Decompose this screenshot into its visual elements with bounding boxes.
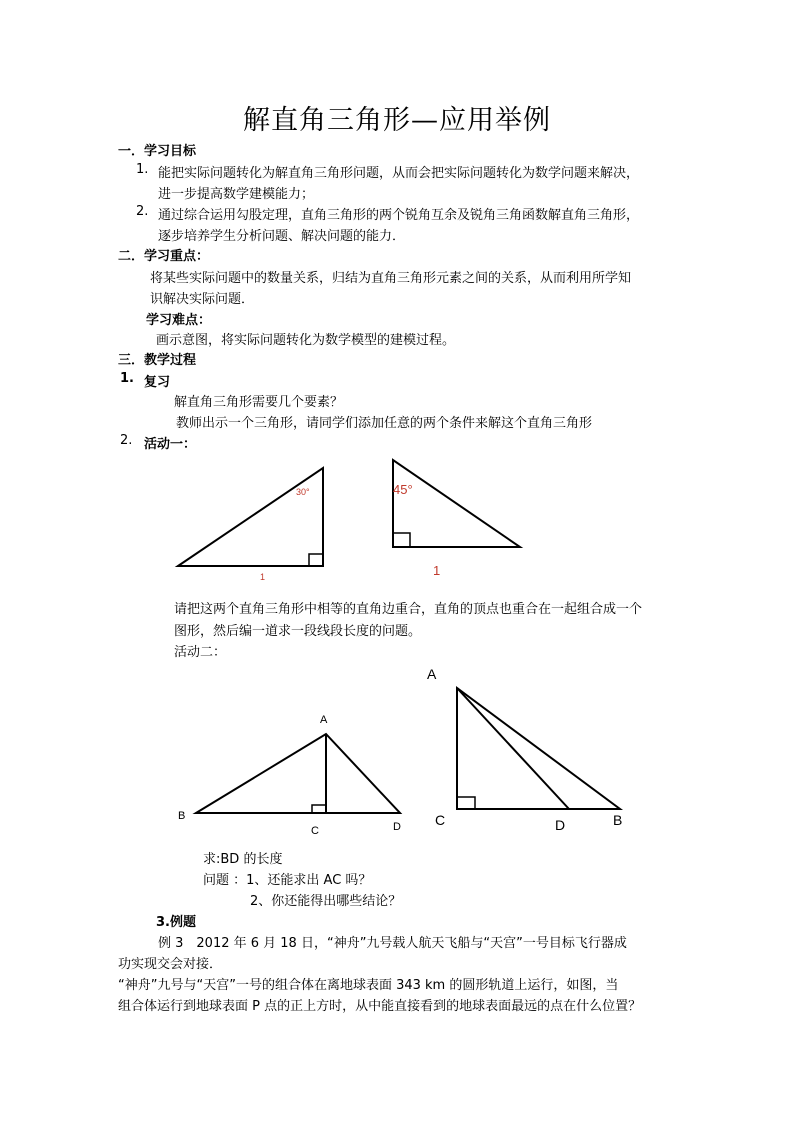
example-line1: 例 3 2012 年 6 月 18 日，“神舟”九号载人航天飞船与“天宫”一号目标飞行器成 — [158, 936, 627, 951]
angle-45-label: 45° — [393, 482, 413, 497]
right-angle-mark-2 — [393, 533, 410, 547]
difficulty-heading: 学习难点： — [146, 313, 212, 328]
review-number: 1. — [120, 371, 134, 386]
segment-ad — [457, 688, 569, 809]
fig3-label-a: A — [320, 714, 328, 726]
triangle-abd-outline — [196, 734, 400, 813]
triangle-45-outline — [393, 460, 520, 547]
fig4-label-a: A — [427, 666, 437, 682]
fig4-label-d: D — [555, 817, 566, 833]
fig3-label-c: C — [311, 825, 319, 837]
activity1-line2: 图形，然后编一道求一段线段长度的问题。 — [174, 624, 422, 639]
section-heading-process: 三．教学过程 — [118, 353, 197, 368]
focus-line2: 识解决实际问题． — [150, 292, 255, 307]
review-question: 解直角三角形需要几个要素？ — [174, 395, 344, 410]
figure-4-overlap — [427, 666, 622, 833]
angle-30-label: 30° — [296, 487, 310, 497]
side-1-label-fig2: 1 — [433, 563, 441, 578]
side-1-label-fig1: 1 — [260, 572, 266, 582]
right-angle-mark-4 — [457, 797, 475, 809]
activity1-line1: 请把这两个直角三角形中相等的直角边重合，直角的顶点也重合在一起组合成一个 — [174, 602, 643, 617]
figure-3-combined — [178, 714, 401, 837]
example-heading: 3.例题 — [156, 915, 196, 930]
review-heading: 复习 — [144, 375, 171, 390]
review-text: 教师出示一个三角形，请同学们添加任意的两个条件来解这个直角三角形 — [176, 416, 593, 431]
right-angle-mark-3 — [312, 805, 326, 813]
section-heading-goals: 一．学习目标 — [118, 144, 197, 159]
question-2: 2、你还能得出哪些结论？ — [250, 894, 402, 909]
goal-1-line2: 进一步提高数学建模能力； — [158, 187, 315, 202]
example-line3: “神舟”九号与“天宫”一号的组合体在离地球表面 343 km 的圆形轨道上运行，如图，当 — [118, 978, 619, 993]
right-angle-mark-1 — [309, 554, 323, 566]
goal-1-line1: 能把实际问题转化为解直角三角形问题，从而会把实际问题转化为数学问题来解决， — [158, 166, 640, 181]
fig4-label-b: B — [613, 812, 623, 828]
fig3-label-b: B — [178, 810, 186, 822]
focus-line1: 将某些实际问题中的数量关系，归结为直角三角形元素之间的关系，从而利用所学知 — [150, 271, 632, 286]
triangle-30-outline — [178, 468, 323, 566]
example-line4: 组合体运行到地球表面 P 点的正上方时，从中能直接看到的地球表面最远的点在什么位置？ — [118, 999, 642, 1014]
activity2-heading: 活动二： — [174, 645, 227, 660]
triangle-acb-outline — [457, 688, 620, 809]
fig3-label-d: D — [393, 821, 401, 833]
figure-1-triangle-30 — [178, 468, 323, 582]
section-heading-focus: 二．学习重点： — [118, 249, 210, 264]
difficulty-text: 画示意图，将实际问题转化为数学模型的建模过程。 — [156, 333, 456, 348]
question-bd: 求:BD 的长度 — [203, 852, 283, 867]
page-title: 解直角三角形—应用举例 — [243, 105, 551, 136]
activity1-number: 2. — [120, 433, 133, 448]
figure-2-triangle-45 — [393, 460, 520, 578]
fig4-label-c: C — [435, 812, 446, 828]
example-line2: 功实现交会对接． — [118, 957, 223, 972]
goal-2-line1: 通过综合运用勾股定理，直角三角形的两个锐角互余及锐角三角函数解直角三角形， — [158, 208, 640, 223]
goal-2-line2: 逐步培养学生分析问题、解决问题的能力． — [158, 229, 406, 244]
goal-2-number: 2. — [136, 204, 149, 219]
activity1-heading: 活动一： — [144, 437, 197, 452]
question-1: 问题 ：1、还能求出 AC 吗？ — [203, 873, 372, 888]
goal-1-number: 1. — [136, 162, 149, 177]
